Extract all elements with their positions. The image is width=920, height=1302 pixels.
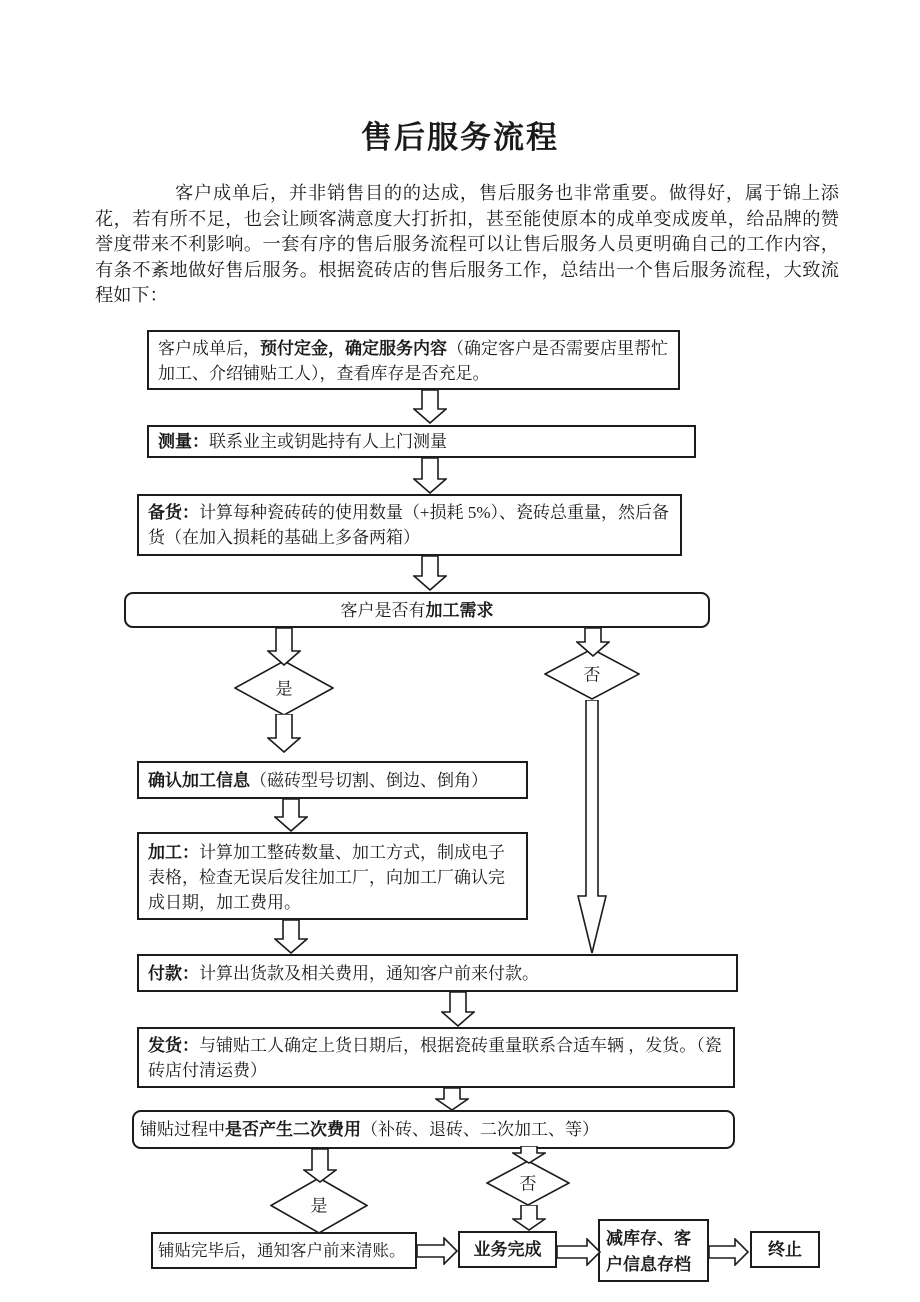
flow-arrow-down: [274, 799, 308, 832]
flow-box-processing-text: 计算加工整砖数量、加工方式，制成电子表格，检查无误后发往加工厂，向加工厂确认完成日期，加工费用。: [148, 843, 505, 912]
flow-box-processing-label: 加工：: [148, 843, 199, 862]
flow-box-done: [458, 1231, 557, 1268]
flow-box-settle-text: 铺贴完毕后，通知客户前来清账。: [158, 1241, 406, 1260]
flow-box-settle: [151, 1232, 417, 1269]
intro-paragraph: 客户成单后，并非销售目的的达成，售后服务也非常重要。做得好，属于锦上添花，若有所不足，也会让顾客满意度大打折扣，甚至能使原本的成单变成废单，给品牌的赞誉度带来不利影响。一套有序的售后服务流程可以让售后服务人员更明确自己的工作内容，有条不紊地做好售后服务。根据瓷砖店的售后服务工作，总结出一个售后服务流程，大致流程如下：: [95, 183, 839, 306]
flow-box-stock-text: 计算每种瓷砖砖的使用数量（+损耗 5%）、瓷砖总重量，然后备货（在加入损耗的基础上多备两箱）: [148, 503, 669, 547]
flow-box-processing: [137, 832, 528, 920]
flow-decision-secondary-fee-post: （补砖、退砖、二次加工、等）: [361, 1120, 599, 1139]
diamond-yes-1-label: 是: [275, 679, 293, 699]
flow-decision-processing-bold: 加工需求: [425, 600, 494, 620]
flow-arrow-down: [435, 1088, 469, 1111]
flow-arrow-down: [267, 628, 301, 666]
flow-arrow-down: [577, 700, 607, 954]
flow-box-confirm-bold: 确认加工信息: [148, 770, 250, 790]
flow-box-order-text: 客户成单后，: [158, 339, 260, 358]
flow-box-confirm: [137, 761, 528, 799]
flow-box-payment: [137, 954, 738, 992]
diamond-no-2-label: 否: [519, 1174, 537, 1194]
flow-box-end: [750, 1231, 820, 1268]
flow-box-stock-label: 备货：: [148, 503, 199, 522]
flow-arrow-down: [413, 556, 447, 591]
flow-box-stock: [137, 494, 682, 556]
flow-decision-processing-text: 客户是否有: [340, 600, 426, 620]
flow-arrow-down: [413, 390, 447, 424]
flow-box-archive: [598, 1219, 709, 1282]
flow-box-order-bold: 预付定金，确定服务内容: [260, 339, 447, 358]
flow-decision-processing: [124, 592, 710, 628]
flow-box-end-text: 终止: [768, 1240, 802, 1259]
diamond-no-1-label: 否: [583, 665, 601, 685]
flow-box-order: [147, 330, 680, 390]
flow-box-measure: [147, 425, 696, 458]
flow-arrow-down: [267, 714, 301, 753]
flow-arrow-right: [417, 1237, 458, 1265]
flow-arrow-down: [441, 992, 475, 1027]
flow-decision-secondary-fee-bold: 是否产生二次费用: [225, 1120, 361, 1139]
flow-box-shipping-label: 发货：: [148, 1036, 199, 1055]
flow-arrow-down: [576, 628, 610, 657]
diamond-yes-2-label: 是: [310, 1196, 328, 1216]
flow-arrow-down: [303, 1149, 337, 1183]
flow-arrow-right: [557, 1238, 601, 1266]
flow-decision-secondary-fee-pre: 铺贴过程中: [140, 1120, 225, 1139]
flow-box-shipping-text: 与铺贴工人确定上货日期后，根据瓷砖重量联系合适车辆 ，发货。（瓷砖店付清运费）: [148, 1036, 722, 1080]
flow-arrow-down: [512, 1146, 546, 1164]
flow-box-measure-text: 联系业主或钥匙持有人上门测量: [209, 432, 447, 451]
page-title: 售后服务流程: [361, 120, 559, 155]
flow-box-measure-label: 测量：: [158, 432, 209, 451]
flow-box-confirm-text: （磁砖型号切割、倒边、倒角）: [250, 770, 488, 790]
flow-box-archive-text: 减库存、客户信息存档: [606, 1229, 691, 1274]
flow-decision-secondary-fee: [132, 1110, 735, 1149]
flow-arrow-down: [274, 920, 308, 954]
flow-arrow-down: [512, 1205, 546, 1231]
flow-box-payment-text: 计算出货款及相关费用，通知客户前来付款。: [199, 963, 539, 983]
flow-arrow-down: [413, 458, 447, 494]
flow-box-order-post: （确定客户是否需要店里帮忙加工、介绍铺贴工人），查看库存是否充足。: [158, 339, 668, 383]
flow-box-shipping: [137, 1027, 735, 1088]
flow-box-done-text: 业务完成: [473, 1240, 542, 1259]
flow-box-payment-label: 付款：: [148, 963, 199, 983]
flow-arrow-right: [709, 1238, 749, 1266]
